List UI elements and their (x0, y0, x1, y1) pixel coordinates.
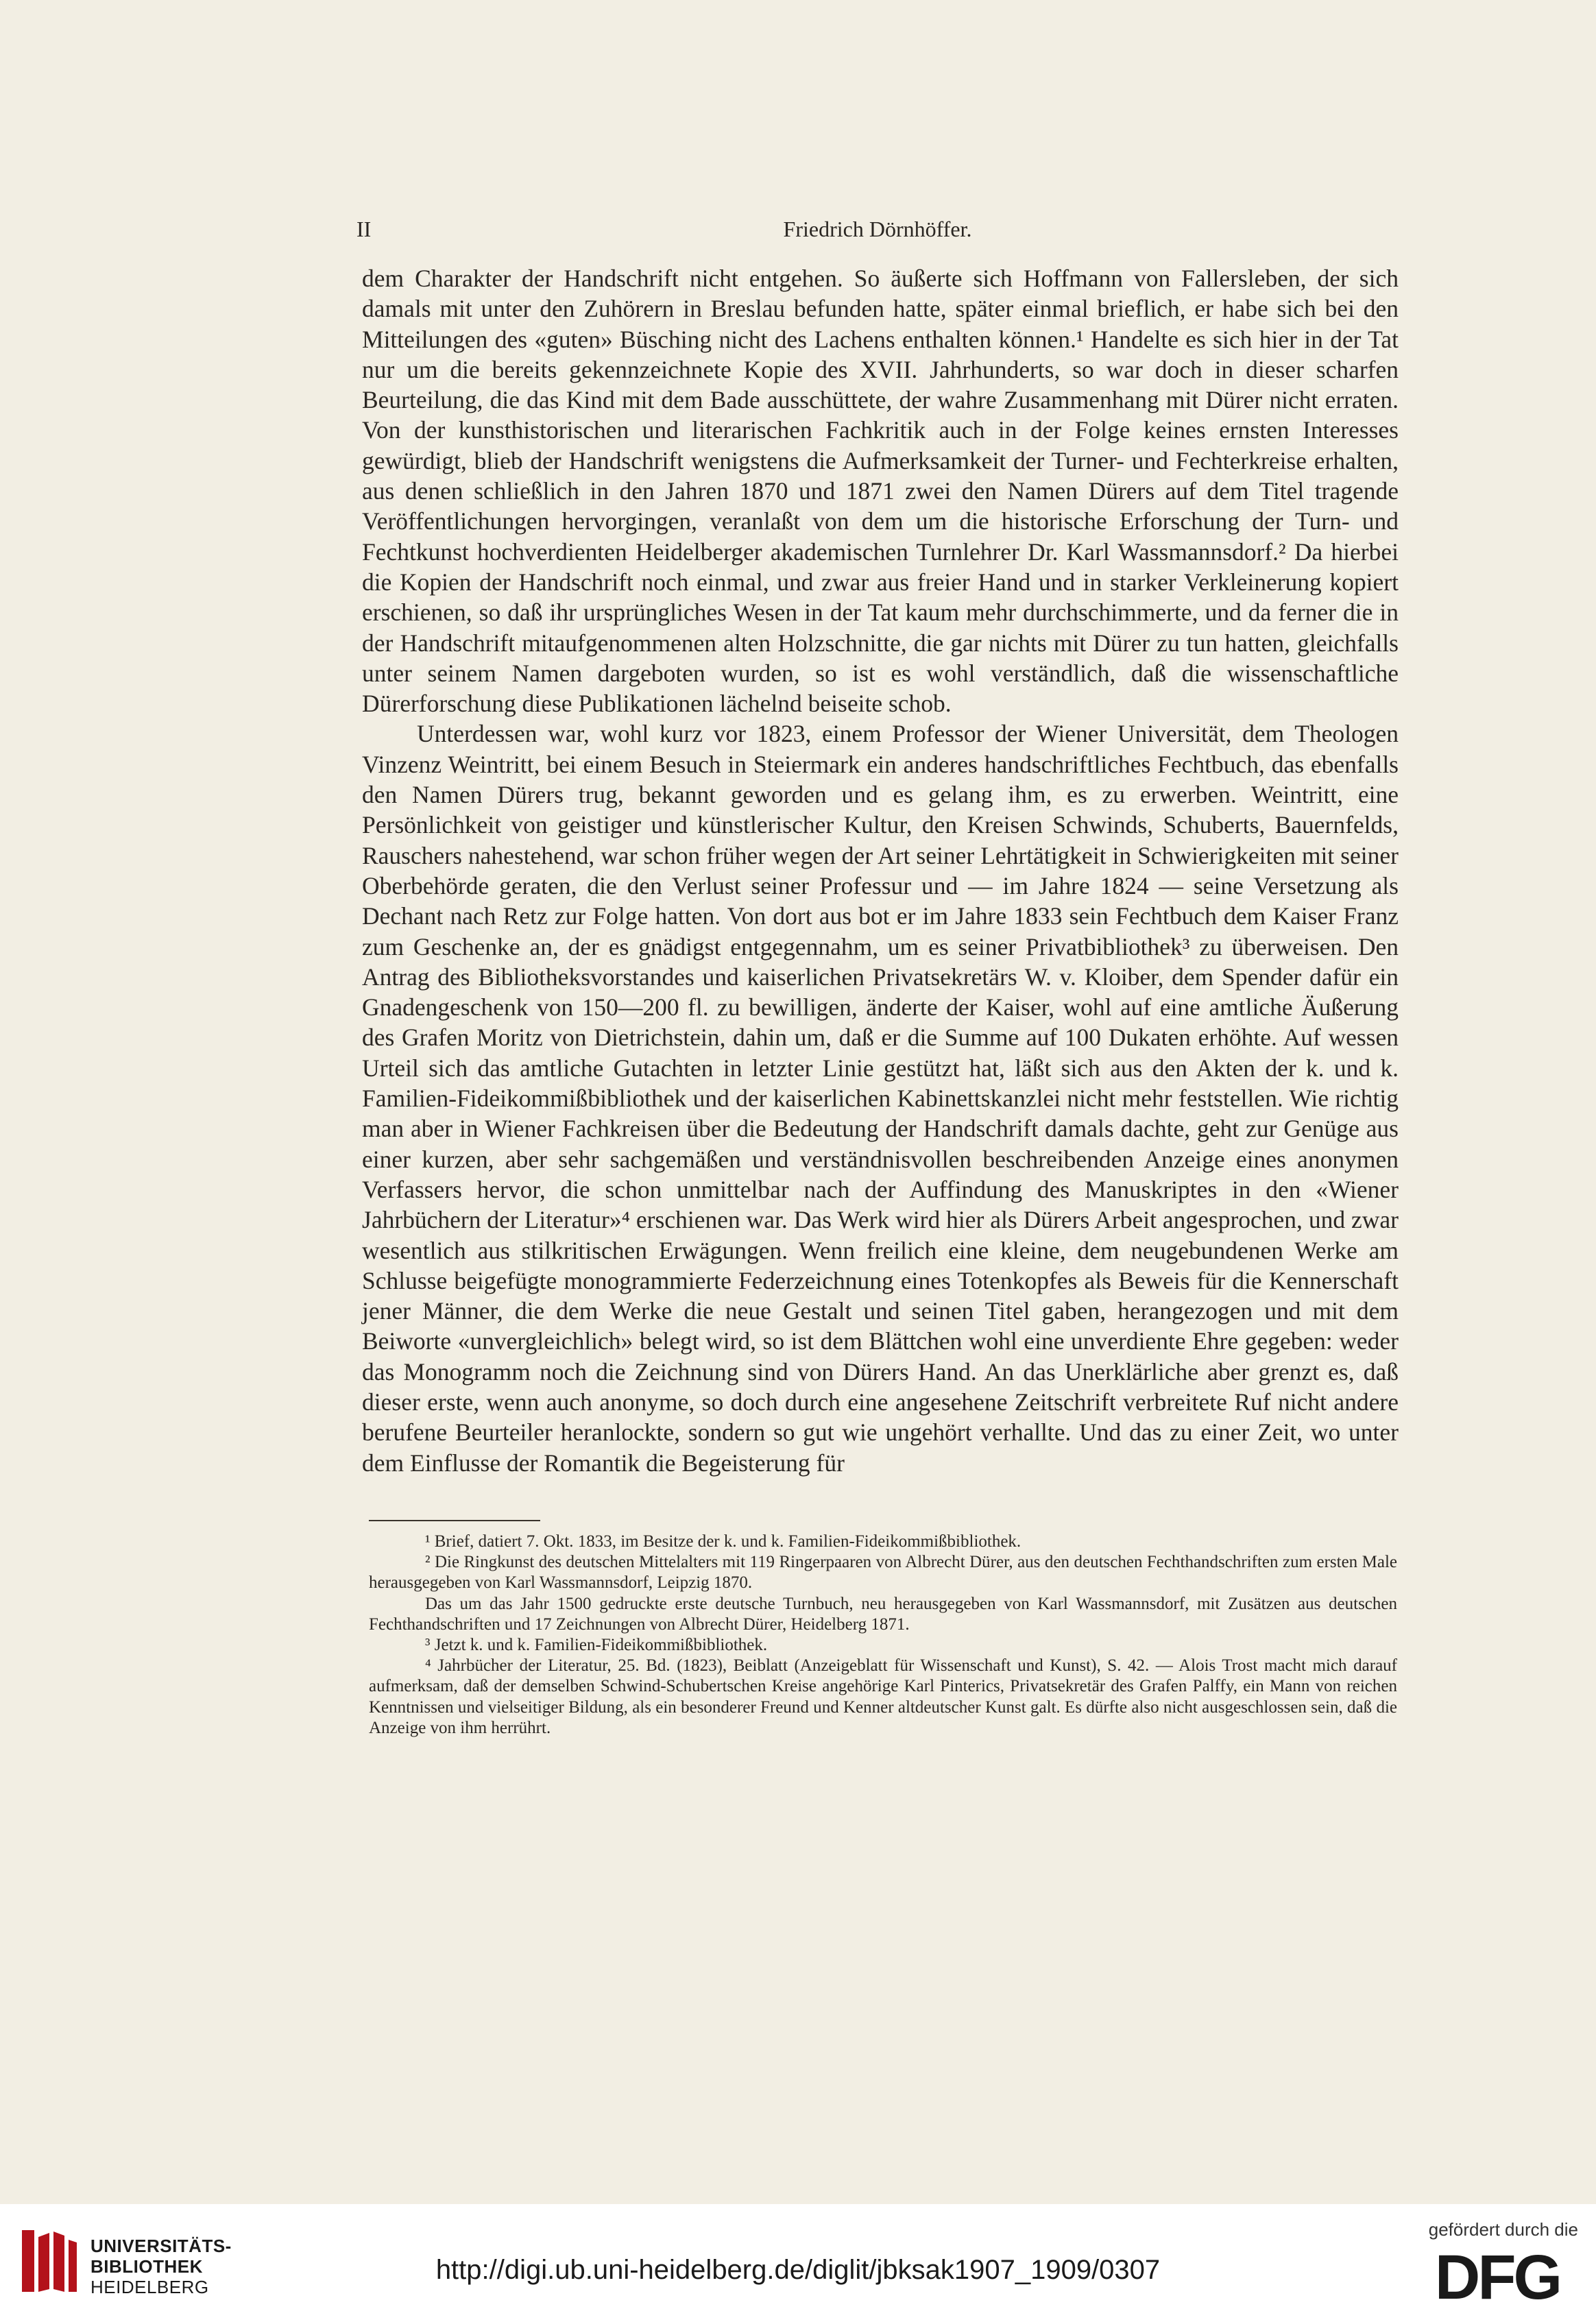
body-text (362, 263, 1399, 1478)
running-title: Friedrich Dörnhöffer. (783, 217, 972, 241)
dfg-logo-text: DFG (1434, 2247, 1560, 2307)
funder-label: gefördert durch die (1428, 2219, 1578, 2240)
footnote: ³ Jetzt k. und k. Familien-Fideikommißbibliothek. (425, 1636, 768, 1655)
footnote: ¹ Brief, datiert 7. Okt. 1833, im Besitze der k. und k. Familien-Fideikommißbibliothek. (425, 1532, 1021, 1551)
paragraph: dem Charakter der Handschrift nicht entgehen. So äußerte sich Hoffmann von Fallersleben, der sich damals mit unter den Zuhörern in Breslau befunden hatte, später einmal brieflich, er habe sich bei den Mitteilungen des «guten» Büsching nicht des Lachens enthalten können.¹ Handelte es sich hier in der Tat nur um die bereits gekennzeichnete Kopie des XVII. Jahrhunderts, so war doch in dieser scharfen Beurteilung, die das Kind mit dem Bade ausschüttete, der wahre Zusammenhang mit Dürer nicht erraten. Von der kunsthistorischen und literarischen Fachkritik auch in der Folge keines ernsten Interesses gewürdigt, blieb der Handschrift wenigstens die Aufmerksamkeit der Turner- und Fechterkreise erhalten, aus denen schließlich in den Jahren 1870 und 1871 zwei den Namen Dürers auf dem Titel tragende Veröffentlichungen hervorgingen, veranlaßt von dem um die historische Erforschung der Turn- und Fechtkunst hochverdienten Heidelberger akademischen Turnlehrer Dr. Karl Wassmannsdorf.² Da hierbei die Kopien der Handschrift noch einmal, und zwar aus freier Hand und in starker Verkleinerung kopiert erschienen, so daß ihr ursprüngliches Wesen in der Tat kaum mehr durchschimmerte, und da ferner die in der Handschrift mitaufgenommenen alten Holzschnitte, die gar nichts mit Dürer zu tun hatten, gleichfalls unter seinem Namen dargeboten wurden, so ist es wohl verständlich, daß die wissenschaftliche Dürerforschung diese Publikationen lächelnd beiseite schob. (362, 265, 1399, 718)
library-name-line: UNIVERSITÄTS- (90, 2236, 232, 2256)
permalink-url[interactable]: http://digi.ub.uni-heidelberg.de/diglit/jbksak1907_1909/0307 (435, 2255, 1161, 2285)
footnote: ² Die Ringkunst des deutschen Mittelalters mit 119 Ringerpaaren von Albrecht Dürer, aus den deutschen Fechthandschriften zum ersten Male herausgegeben von Karl Wassmannsdorf, Leipzig 1870. (369, 1553, 1397, 1593)
footnote: ⁴ Jahrbücher der Literatur, 25. Bd. (1823), Beiblatt (Anzeigeblatt für Wissenschaft und Kunst), S. 42. — Alois Trost macht mich darauf aufmerksam, daß der demselben Schwind-Schubertschen Kreise angehörige Karl Pinterics, Privatsekretär des Grafen Palffy, ein Mann von reichen Kenntnissen und vielseitiger Bildung, als ein besonderer Freund und Kenner altdeutscher Kunst galt. Es dürfte also nicht ausgeschlossen sein, daß die Anzeige von ihm herrührt. (369, 1656, 1397, 1737)
library-name-line: HEIDELBERG (90, 2277, 209, 2297)
footnote-divider (369, 1520, 540, 1521)
footnotes (369, 1532, 1397, 1739)
library-name-line: BIBLIOTHEK (90, 2256, 203, 2277)
page-number: II (356, 217, 372, 241)
running-head (356, 217, 1399, 251)
paragraph: Unterdessen war, wohl kurz vor 1823, einem Professor der Wiener Universität, dem Theologen Vinzenz Weintritt, bei einem Besuch in Steiermark ein anderes handschriftliches Fechtbuch, das ebenfalls den Namen Dürers trug, bekannt geworden und es gelang ihm, es zu erwerben. Weintritt, eine Persönlichkeit von geistiger und künstlerischer Kultur, den Kreisen Schwinds, Schuberts, Bauernfelds, Rauschers nahestehend, war schon früher wegen der Art seiner Lehrtätigkeit in Schwierigkeiten mit seiner Oberbehörde geraten, die den Verlust seiner Professur und — im Jahre 1824 — seine Versetzung als Dechant nach Retz zur Folge hatten. Von dort aus bot er im Jahre 1833 sein Fechtbuch dem Kaiser Franz zum Geschenke an, der es gnädigst entgegennahm, um es seiner Privatbibliothek³ zu überweisen. Den Antrag des Bibliotheksvorstandes und kaiserlichen Privatsekretärs W. v. Kloiber, dem Spender dafür ein Gnadengeschenk von 150—200 fl. zu bewilligen, änderte der Kaiser, wohl auf eine amtliche Äußerung des Grafen Moritz von Dietrichstein, dahin um, daß er die Summe auf 100 Dukaten erhöhte. Auf wessen Urteil sich das amtliche Gutachten in letzter Linie gestützt hat, läßt sich aus den Akten der k. und k. Familien-Fideikommißbibliothek und der kaiserlichen Kabinettskanzlei nicht mehr feststellen. Wie richtig man aber in Wiener Fachkreisen über die Bedeutung der Handschrift damals dachte, geht zur Genüge aus einer kurzen, aber sehr sachgemäßen und verständnisvollen beschreibenden Anzeige eines anonymen Verfassers hervor, die schon unmittelbar nach der Auffindung des Manuskriptes in den «Wiener Jahrbüchern der Literatur»⁴ erschienen war. Das Werk wird hier als Dürers Arbeit angesprochen, und zwar wesentlich aus stilkritischen Erwägungen. Wenn freilich eine kleine, dem neugebundenen Werke am Schlusse beigefügte monogrammierte Federzeichnung eines Totenkopfes als Beweis für die Kennerschaft jener Männer, die dem Werke die neue Gestalt und seinen Titel gaben, herangezogen und mit dem Beiworte «unvergleichlich» belegt wird, so ist dem Blättchen wohl eine unverdiente Ehre gegeben: weder das Monogramm noch die Zeichnung sind von Dürers Hand. An das Unerklärliche aber grenzt es, daß dieser erste, wenn auch anonyme, so doch durch eine angesehene Zeitschrift verbreitete Ruf nicht andere berufene Beurteiler heranlockte, sondern so gut wie ungehört verhallte. Und das zu einer Zeit, wo unter dem Einflusse der Romantik die Begeisterung für (362, 720, 1399, 1477)
viewer-footer (0, 2204, 1596, 2322)
dfg-logo-icon (1418, 2247, 1577, 2307)
footnote: Das um das Jahr 1500 gedruckte erste deutsche Turnbuch, neu herausgegeben von Karl Wassmannsdorf, mit Zusätzen aus deutschen Fechthandschriften und 17 Zeichnungen von Albrecht Dürer, Heidelberg 1871. (369, 1594, 1397, 1634)
